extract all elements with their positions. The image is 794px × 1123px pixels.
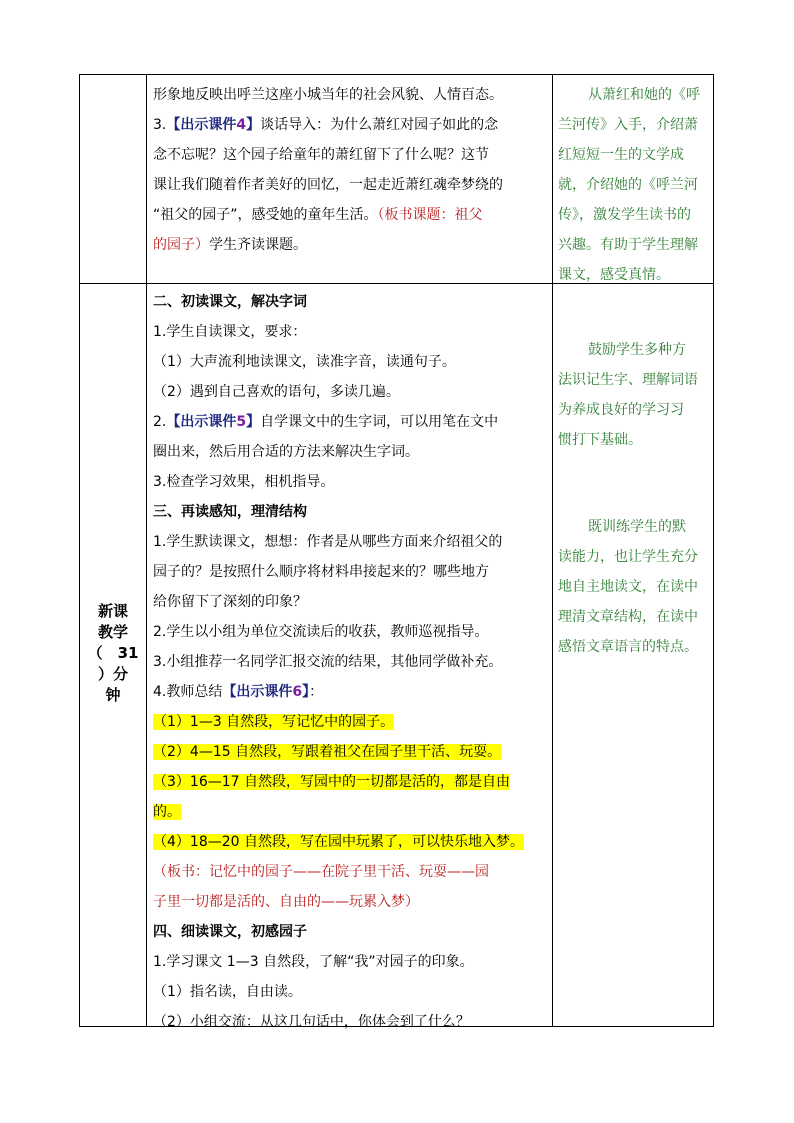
note-line: 从萧红和她的《呼 <box>588 87 700 103</box>
text-line: 给你留下了深刻的印象？ <box>153 594 307 610</box>
column-divider-2 <box>552 75 553 1027</box>
text-line: 1.学生默读课文，想想：作者是从哪些方面来介绍祖父的 <box>153 534 503 550</box>
structure-item: （4）18—20 自然段，写在园中玩累了，可以快乐地入梦。 <box>153 834 524 850</box>
note-line: 为养成良好的学习习 <box>558 402 684 418</box>
text-line: 3.小组推荐一名同学汇报交流的结果，其他同学做补充。 <box>153 654 503 670</box>
note-line: 地自主地读文，在读中 <box>558 579 698 595</box>
board-note: （板书：记忆中的园子——在院子里干活、玩耍——园 <box>153 864 489 880</box>
text-line: （2）小组交流：从这几句话中，你体会到了什么？ <box>153 1014 470 1030</box>
text-line: 1.学习课文 1—3 自然段，了解“我”对园子的印象。 <box>153 954 474 970</box>
text-line: 2.【出示课件5】自学课文中的生字词，可以用笔在文中 <box>153 414 499 430</box>
text-line: 4.教师总结【出示课件6】： <box>153 684 324 700</box>
text-line: 的园子）学生齐读课题。 <box>153 237 307 253</box>
structure-item: （1）1—3 自然段，写记忆中的园子。 <box>153 714 395 730</box>
text-line: （2）遇到自己喜欢的语句，多读几遍。 <box>153 384 400 400</box>
note-line: 既训练学生的默 <box>588 519 686 535</box>
note-line: 理清文章结构，在读中 <box>558 609 698 625</box>
note-line: 就，介绍她的《呼兰河 <box>558 177 698 193</box>
section-heading: 二、初读课文，解决字词 <box>153 294 307 310</box>
text-line: 1.学生自读课文，要求： <box>153 324 307 340</box>
text-line: 园子的？是按照什么顺序将材料串接起来的？哪些地方 <box>153 564 489 580</box>
text-line: 课让我们随着作者美好的回忆，一起走近萧红魂牵梦绕的 <box>153 177 503 193</box>
note-line: 读能力，也让学生充分 <box>558 549 698 565</box>
lesson-plan-table <box>79 74 714 1030</box>
text-line: 念不忘呢？这个园子给童年的萧红留下了什么呢？这节 <box>153 147 489 163</box>
board-note: 子里一切都是活的、自由的——玩累入梦） <box>153 894 419 910</box>
note-line: 惯打下基础。 <box>558 432 642 448</box>
text-line: 2.学生以小组为单位交流读后的收获，教师巡视指导。 <box>153 624 489 640</box>
text-line: （1）指名读，自由读。 <box>153 984 302 1000</box>
note-line: 红短短一生的文学成 <box>558 147 684 163</box>
text-line: 3.检查学习效果，相机指导。 <box>153 474 335 490</box>
text-line: “祖父的园子”，感受她的童年生活。（板书课题：祖父 <box>153 207 483 223</box>
structure-item: 的。 <box>153 804 181 820</box>
section-heading: 三、再读感知，理清结构 <box>153 504 307 520</box>
section-heading: 四、细读课文，初感园子 <box>153 924 307 940</box>
structure-item: （3）16—17 自然段，写园中的一切都是活的，都是自由 <box>153 774 510 790</box>
section-label: 新课 教学 （ 31 ）分 钟 <box>87 602 139 704</box>
text-line: 形象地反映出呼兰这座小城当年的社会风貌、人情百态。 <box>153 87 503 103</box>
note-line: 兰河传》入手，介绍萧 <box>558 117 698 133</box>
note-line: 感悟文章语言的特点。 <box>558 639 698 655</box>
text-line: 3.【出示课件4】谈话导入：为什么萧红对园子如此的念 <box>153 117 499 133</box>
structure-item: （2）4—15 自然段，写跟着祖父在园子里干活、玩耍。 <box>153 744 502 760</box>
note-line: 鼓励学生多种方 <box>588 342 686 358</box>
note-line: 传》，激发学生读书的 <box>558 207 691 223</box>
note-line: 兴趣。有助于学生理解 <box>558 237 698 253</box>
note-line: 课文，感受真情。 <box>558 267 670 283</box>
text-line: 圈出来，然后用合适的方法来解决生字词。 <box>153 444 419 460</box>
text-line: （1）大声流利地读课文，读准字音，读通句子。 <box>153 354 456 370</box>
note-line: 法识记生字、理解词语 <box>558 372 698 388</box>
